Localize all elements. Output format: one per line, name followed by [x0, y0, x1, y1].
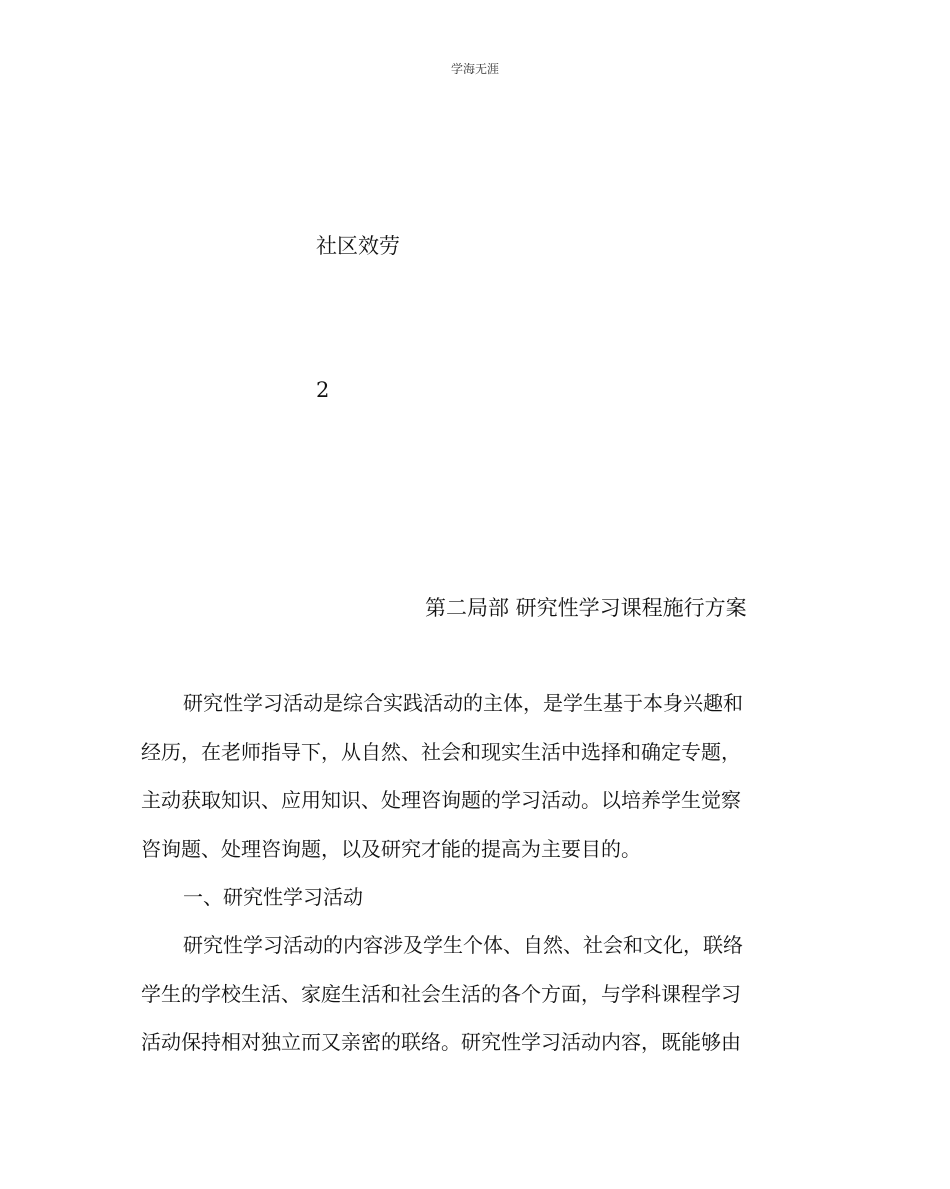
- intro-line: 经历，在老师指导下，从自然、社会和现实生活中选择和确定专题，: [141, 739, 741, 764]
- heading-text: 一、研究性学习活动: [183, 885, 363, 909]
- heading-activity: [141, 873, 801, 922]
- page-header: 学海无涯: [450, 62, 499, 76]
- table-item-name: 社区效劳: [316, 234, 400, 258]
- content-line: 活动保持相对独立而又亲密的联络。研究性学习活动内容，既能够由: [141, 1030, 741, 1054]
- content-line: 研究性学习活动的内容涉及学生个体、自然、社会和文化，联络: [183, 933, 743, 957]
- intro-line: 主动获取知识、应用知识、处理咨询题的学习活动。以培养学生觉察: [141, 788, 741, 812]
- content-line: 学生的学校生活、家庭生活和社会生活的各个方面，与学科课程学习: [141, 981, 741, 1006]
- intro-line: 研究性学习活动是综合实践活动的主体，是学生基于本身兴趣和: [183, 691, 743, 715]
- section-title: 第二局部 研究性学习课程施行方案: [425, 596, 747, 620]
- intro-paragraph: [141, 679, 801, 873]
- intro-line: 咨询题、处理咨询题，以及研究才能的提高为主要目的。: [141, 836, 641, 861]
- content-paragraph: [141, 921, 801, 1067]
- table-item-value: 2: [316, 378, 330, 402]
